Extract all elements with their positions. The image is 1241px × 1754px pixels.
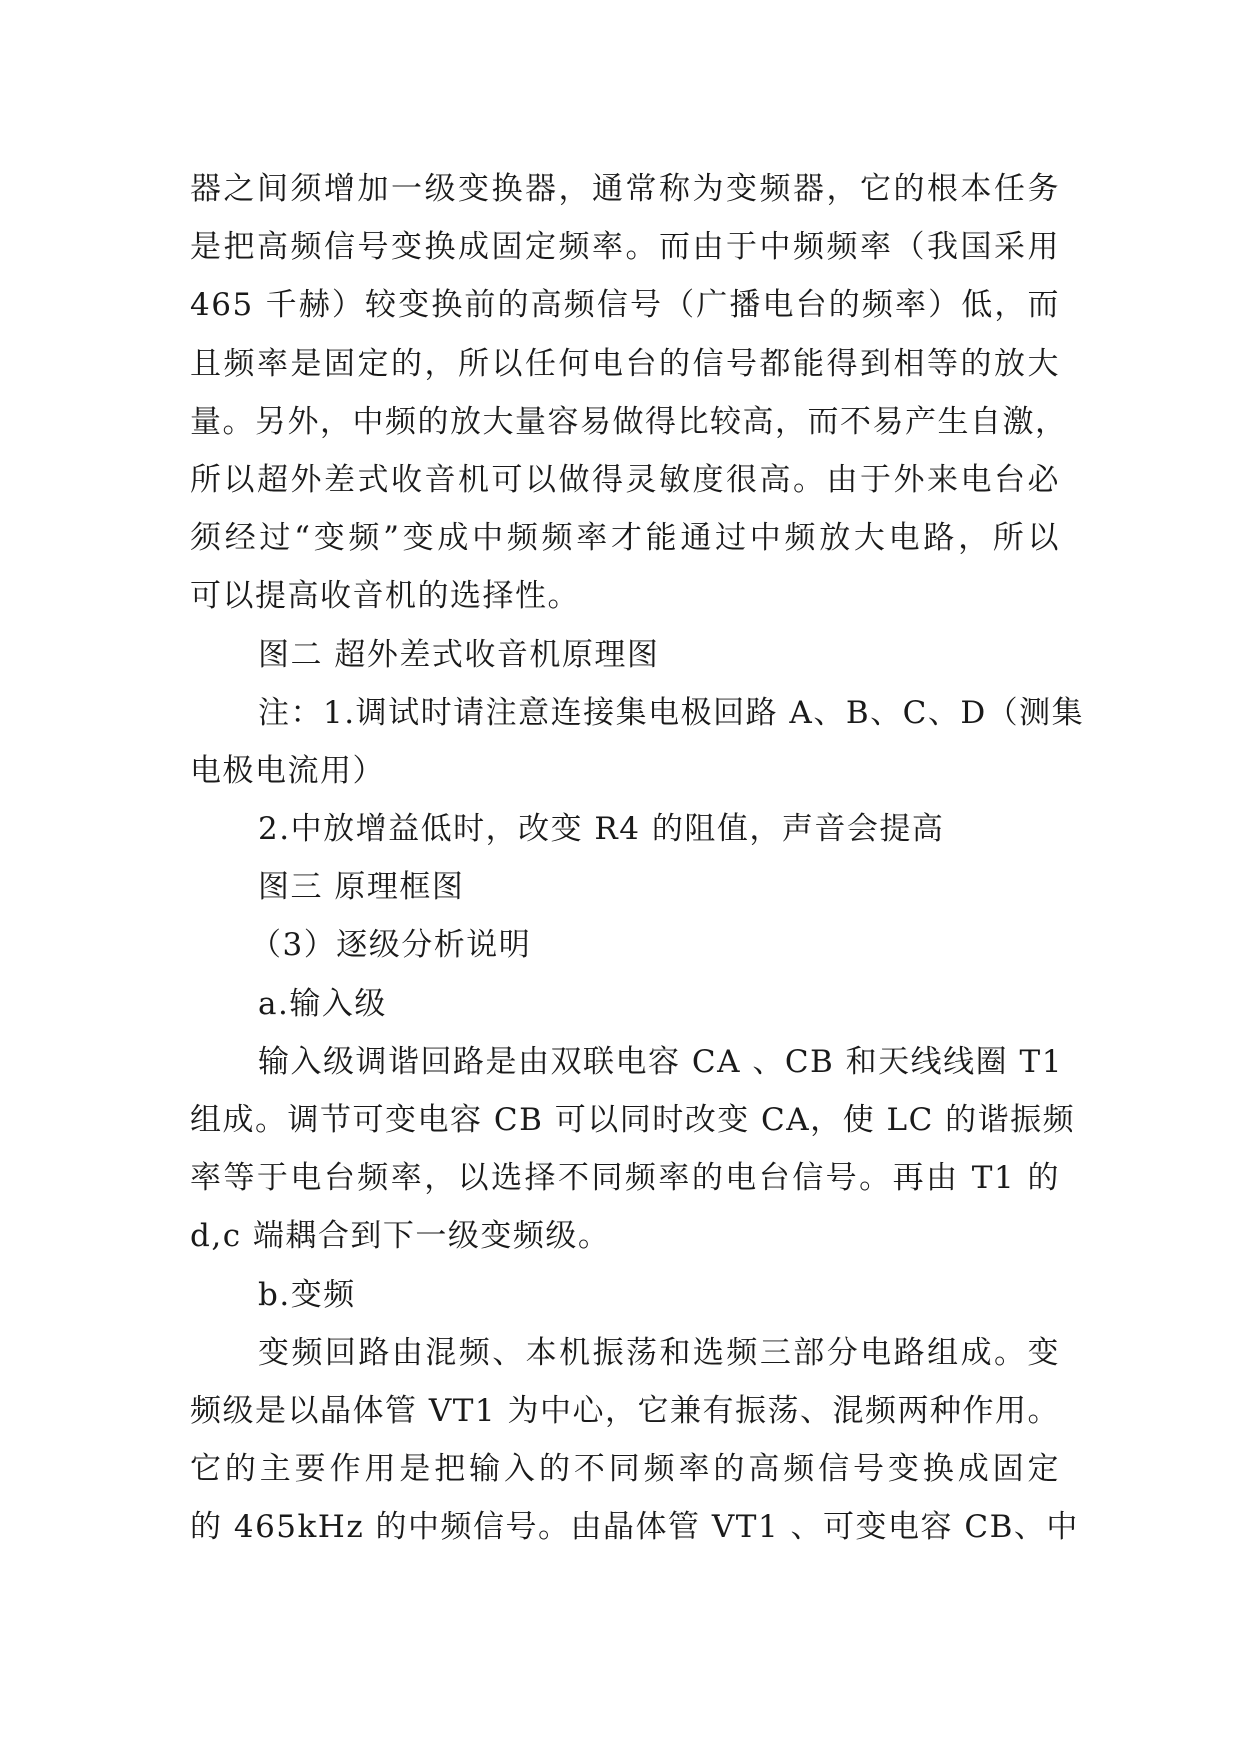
note-line: 电极电流用） (190, 752, 385, 789)
paragraph-line: 所以超外差式收音机可以做得灵敏度很高。由于外来电台必 (190, 461, 1060, 498)
paragraph-line: 器之间须增加一级变换器，通常称为变频器，它的根本任务 (190, 171, 1060, 207)
paragraph-line: 组成。调节可变电容 CB 可以同时改变 CA，使 LC 的谐振频 (190, 1102, 1076, 1138)
document-page (190, 160, 1085, 1557)
paragraph-line: 量。另外，中频的放大量容易做得比较高，而不易产生自激， (190, 403, 1068, 440)
subsection-heading: a.输入级 (258, 985, 387, 1022)
paragraph-line: 频级是以晶体管 VT1 为中心，它兼有振荡、混频两种作用。 (190, 1392, 1060, 1429)
paragraph-line: d,c 端耦合到下一级变频级。 (190, 1218, 611, 1255)
paragraph-line: 输入级调谐回路是由双联电容 CA 、CB 和天线线圈 T1 (258, 1043, 1063, 1080)
figure-caption: 图二 超外差式收音机原理图 (258, 636, 660, 673)
paragraph-line: 且频率是固定的，所以任何电台的信号都能得到相等的放大 (190, 345, 1060, 382)
paragraph-line: 的 465kHz 的中频信号。由晶体管 VT1 、可变电容 CB、中 (190, 1509, 1079, 1546)
paragraph-line: 是把高频信号变换成固定频率。而由于中频频率（我国采用 (190, 229, 1060, 266)
figure-caption: 图三 原理框图 (258, 869, 465, 906)
paragraph-line: 它的主要作用是把输入的不同频率的高频信号变换成固定 (190, 1451, 1060, 1488)
note-line: 2.中放增益低时，改变 R4 的阻值，声音会提高 (258, 811, 945, 848)
paragraph-line: 须经过“变频”变成中频频率才能通过中频放大电路，所以 (190, 520, 1060, 557)
subsection-heading: b.变频 (258, 1276, 356, 1313)
section-heading: （3）逐级分析说明 (250, 927, 532, 964)
note-line: 注：1.调试时请注意连接集电极回路 A、B、C、D（测集 (258, 694, 1085, 731)
paragraph-line: 率等于电台频率，以选择不同频率的电台信号。再由 T1 的 (190, 1160, 1060, 1197)
paragraph-line: 可以提高收音机的选择性。 (190, 578, 580, 615)
paragraph-line: 465 千赫）较变换前的高频信号（广播电台的频率）低，而 (190, 287, 1060, 324)
paragraph-line: 变频回路由混频、本机振荡和选频三部分电路组成。变 (258, 1334, 1060, 1371)
